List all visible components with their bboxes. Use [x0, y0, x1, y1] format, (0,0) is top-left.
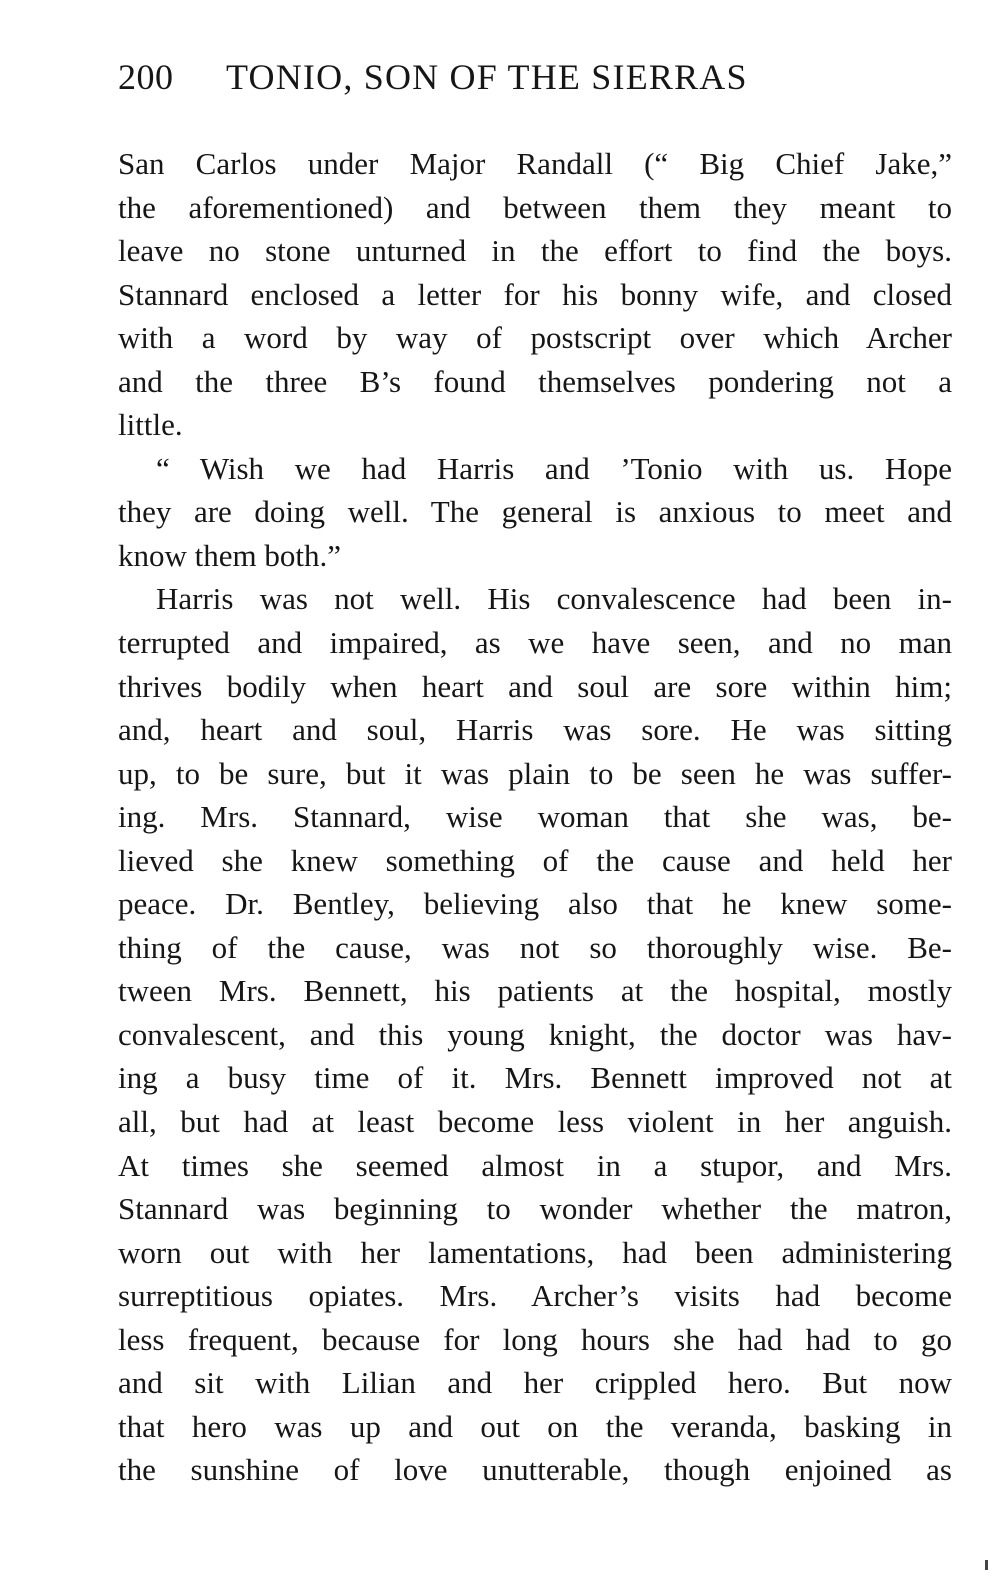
text-line: know them both.” — [118, 537, 341, 573]
running-title: TONIO, SON OF THE SIERRAS — [226, 57, 748, 97]
text-line: worn out with her lamentations, had been administering — [118, 1234, 952, 1270]
text-line: Stannard was beginning to wonder whether the matron, — [118, 1191, 952, 1227]
text-line: Harris was not well. His convalescence had been in- — [156, 581, 952, 617]
text-line: leave no stone unturned in the effort to find the boys. — [118, 233, 952, 269]
body-text — [118, 142, 952, 1492]
text-line: that hero was up and out on the veranda, basking in — [118, 1408, 952, 1444]
text-line: and sit with Lilian and her crippled hero. But now — [118, 1365, 952, 1401]
text-line: convalescent, and this young knight, the doctor was hav- — [118, 1016, 952, 1052]
text-line: “ Wish we had Harris and ’Tonio with us. Hope — [156, 450, 952, 486]
text-line: up, to be sure, but it was plain to be seen he was suffer- — [118, 755, 952, 791]
page-number: 200 — [118, 57, 174, 97]
text-line: the aforementioned) and between them they meant to — [118, 189, 952, 225]
text-line: At times she seemed almost in a stupor, and Mrs. — [118, 1147, 952, 1183]
text-line: terrupted and impaired, as we have seen, and no man — [118, 625, 952, 661]
text-line: surreptitious opiates. Mrs. Archer’s visits had become — [118, 1278, 952, 1314]
text-line: lieved she knew something of the cause and held her — [118, 842, 952, 878]
text-line: the sunshine of love unutterable, though enjoined as — [118, 1452, 952, 1488]
text-line: Stannard enclosed a letter for his bonny wife, and closed — [118, 276, 952, 312]
text-line: tween Mrs. Bennett, his patients at the hospital, mostly — [118, 973, 952, 1009]
text-line: all, but had at least become less violent in her anguish. — [118, 1104, 952, 1140]
text-line: and, heart and soul, Harris was sore. He was sitting — [118, 712, 952, 748]
running-head — [118, 56, 952, 106]
text-line: ing a busy time of it. Mrs. Bennett improved not at — [118, 1060, 952, 1096]
text-line: thing of the cause, was not so thoroughly wise. Be- — [118, 929, 952, 965]
text-line: thrives bodily when heart and soul are sore within him; — [118, 668, 952, 704]
text-line: they are doing well. The general is anxious to meet and — [118, 494, 952, 530]
text-line: ing. Mrs. Stannard, wise woman that she was, be- — [118, 799, 952, 835]
text-line: peace. Dr. Bentley, believing also that he knew some- — [118, 886, 952, 922]
text-line: and the three B’s found themselves pondering not a — [118, 363, 952, 399]
text-line: with a word by way of postscript over which Archer — [118, 320, 952, 356]
text-line: San Carlos under Major Randall (“ Big Chief Jake,” — [118, 146, 952, 181]
text-line: less frequent, because for long hours she had had to go — [118, 1321, 952, 1357]
text-line: little. — [118, 407, 183, 443]
page-edge-mark — [985, 1560, 988, 1570]
